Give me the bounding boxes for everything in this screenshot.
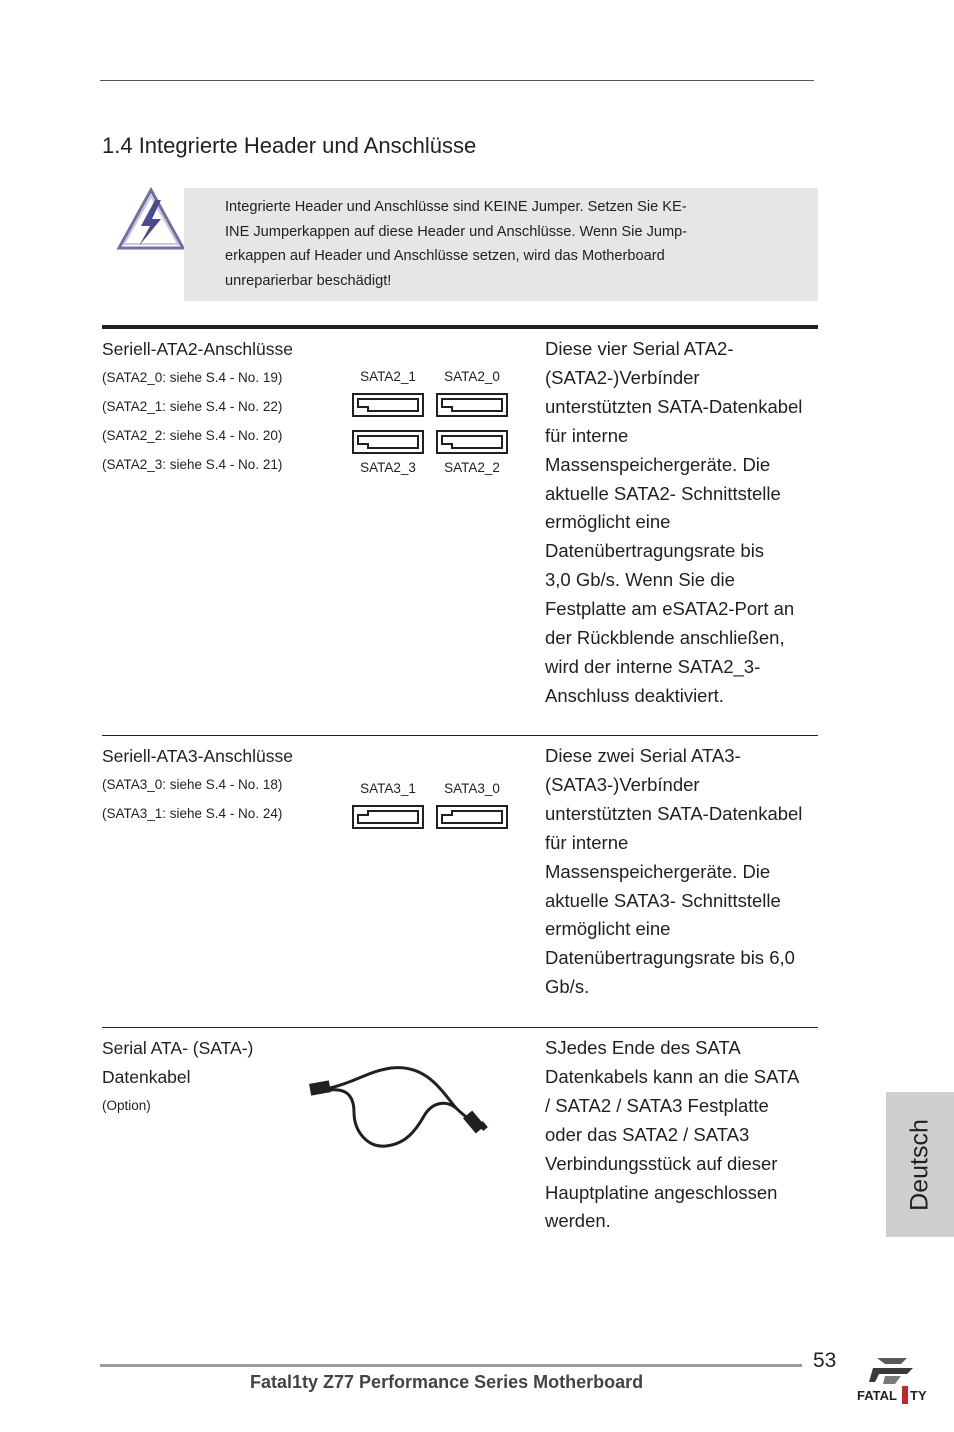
description-line: für interne xyxy=(545,831,629,853)
warning-lightning-icon xyxy=(115,186,187,252)
sata2-description xyxy=(545,335,817,711)
warning-line: Integrierte Header und Anschlüsse sind KEINE Jumper. Setzen Sie KE- xyxy=(225,199,687,215)
language-tab-label: Deutsch xyxy=(905,1118,934,1211)
top-rule xyxy=(100,80,814,81)
sata3-ref: (SATA3_0: siehe S.4 - No. 18) xyxy=(102,777,283,792)
sata-port-icon xyxy=(436,805,508,829)
fatal1ty-logo xyxy=(855,1354,933,1410)
description-line: werden. xyxy=(545,1210,611,1232)
sata3-section-title: Seriell-ATA3-Anschlüsse xyxy=(102,746,293,766)
sata2-ref: (SATA2_0: siehe S.4 - No. 19) xyxy=(102,370,283,385)
description-line: 3,0 Gb/s. Wenn Sie die xyxy=(545,569,735,591)
sata-cable-icon xyxy=(306,1060,492,1152)
warning-line: erkappen auf Header und Anschlüsse setzen, wird das Motherboard xyxy=(225,248,665,265)
description-line: SJedes Ende des SATA xyxy=(545,1037,741,1058)
section-divider xyxy=(102,735,818,736)
description-line: unterstützten SATA-Datenkabel xyxy=(545,802,803,824)
description-line: aktuelle SATA2- Schnittstelle xyxy=(545,482,781,504)
description-line: Verbindungsstück auf dieser xyxy=(545,1152,778,1174)
page-title: 1.4 Integrierte Header und Anschlüsse xyxy=(102,133,477,158)
sata-port-icon xyxy=(436,393,508,417)
description-line: ermöglicht eine xyxy=(545,918,671,940)
port-label-sata2-0: SATA2_0 xyxy=(444,369,500,384)
sata3-ref: (SATA3_1: siehe S.4 - No. 24) xyxy=(102,806,283,821)
cable-section-title: Datenkabel xyxy=(102,1067,191,1087)
description-line: wird der interne SATA2_3- xyxy=(545,655,761,677)
description-line: Festplatte am eSATA2-Port an xyxy=(545,598,795,620)
port-label-sata2-1: SATA2_1 xyxy=(360,369,416,384)
warning-line: unreparierbar beschädigt! xyxy=(225,272,392,289)
description-line: unterstützten SATA-Datenkabel xyxy=(545,395,803,417)
description-line: Datenübertragungsrate bis xyxy=(545,540,765,562)
sata-port-icon xyxy=(352,805,424,829)
port-label-sata3-1: SATA3_1 xyxy=(360,781,416,796)
description-line: der Rückblende anschließen, xyxy=(545,627,785,649)
description-line: / SATA2 / SATA3 Festplatte xyxy=(545,1094,769,1116)
description-line: oder das SATA2 / SATA3 xyxy=(545,1123,750,1145)
svg-text:FATAL: FATAL xyxy=(857,1388,897,1403)
port-label-sata2-3: SATA2_3 xyxy=(360,460,416,475)
footer-rule xyxy=(100,1364,802,1367)
warning-text xyxy=(225,195,763,293)
page-number: 53 xyxy=(813,1349,837,1372)
section-divider xyxy=(102,1027,818,1028)
description-line: aktuelle SATA3- Schnittstelle xyxy=(545,889,781,911)
sata-port-icon xyxy=(436,430,508,454)
description-line: Datenkabels kann an die SATA xyxy=(545,1065,800,1087)
warning-line: INE Jumperkappen auf diese Header und Anschlüsse. Wenn Sie Jump- xyxy=(225,223,688,240)
description-line: (SATA3-)Verbínder xyxy=(545,773,700,795)
description-line: (SATA2-)Verbínder xyxy=(545,366,700,388)
cable-section-title: Serial ATA- (SATA-) xyxy=(102,1038,254,1058)
footer-title: Fatal1ty Z77 Performance Series Motherboard xyxy=(250,1372,644,1392)
section-divider-thick xyxy=(102,325,818,329)
language-tab xyxy=(886,1092,954,1237)
description-line: Massenspeichergeräte. Die xyxy=(545,453,771,475)
description-line: Massenspeichergeräte. Die xyxy=(545,860,771,882)
description-line: Gb/s. xyxy=(545,976,590,998)
description-line: für interne xyxy=(545,424,629,446)
description-line: Datenübertragungsrate bis 6,0 xyxy=(545,947,795,969)
description-line: Diese vier Serial ATA2- xyxy=(545,338,734,359)
description-line: ermöglicht eine xyxy=(545,511,671,533)
cable-description xyxy=(545,1034,817,1236)
sata-port-icon xyxy=(352,393,424,417)
description-line: Anschluss deaktiviert. xyxy=(545,684,724,706)
sata3-description xyxy=(545,742,817,1002)
sata-port-icon xyxy=(352,430,424,454)
port-label-sata2-2: SATA2_2 xyxy=(444,460,500,475)
sata2-ref: (SATA2_2: siehe S.4 - No. 20) xyxy=(102,428,283,443)
description-line: Diese zwei Serial ATA3- xyxy=(545,745,741,766)
sata2-ref: (SATA2_3: siehe S.4 - No. 21) xyxy=(102,457,283,472)
sata2-section-title: Seriell-ATA2-Anschlüsse xyxy=(102,339,293,359)
sata2-ref: (SATA2_1: siehe S.4 - No. 22) xyxy=(102,399,283,414)
port-label-sata3-0: SATA3_0 xyxy=(444,781,500,796)
svg-text:TY: TY xyxy=(910,1388,927,1403)
description-line: Hauptplatine angeschlossen xyxy=(545,1181,778,1203)
cable-option-label: (Option) xyxy=(102,1098,151,1113)
